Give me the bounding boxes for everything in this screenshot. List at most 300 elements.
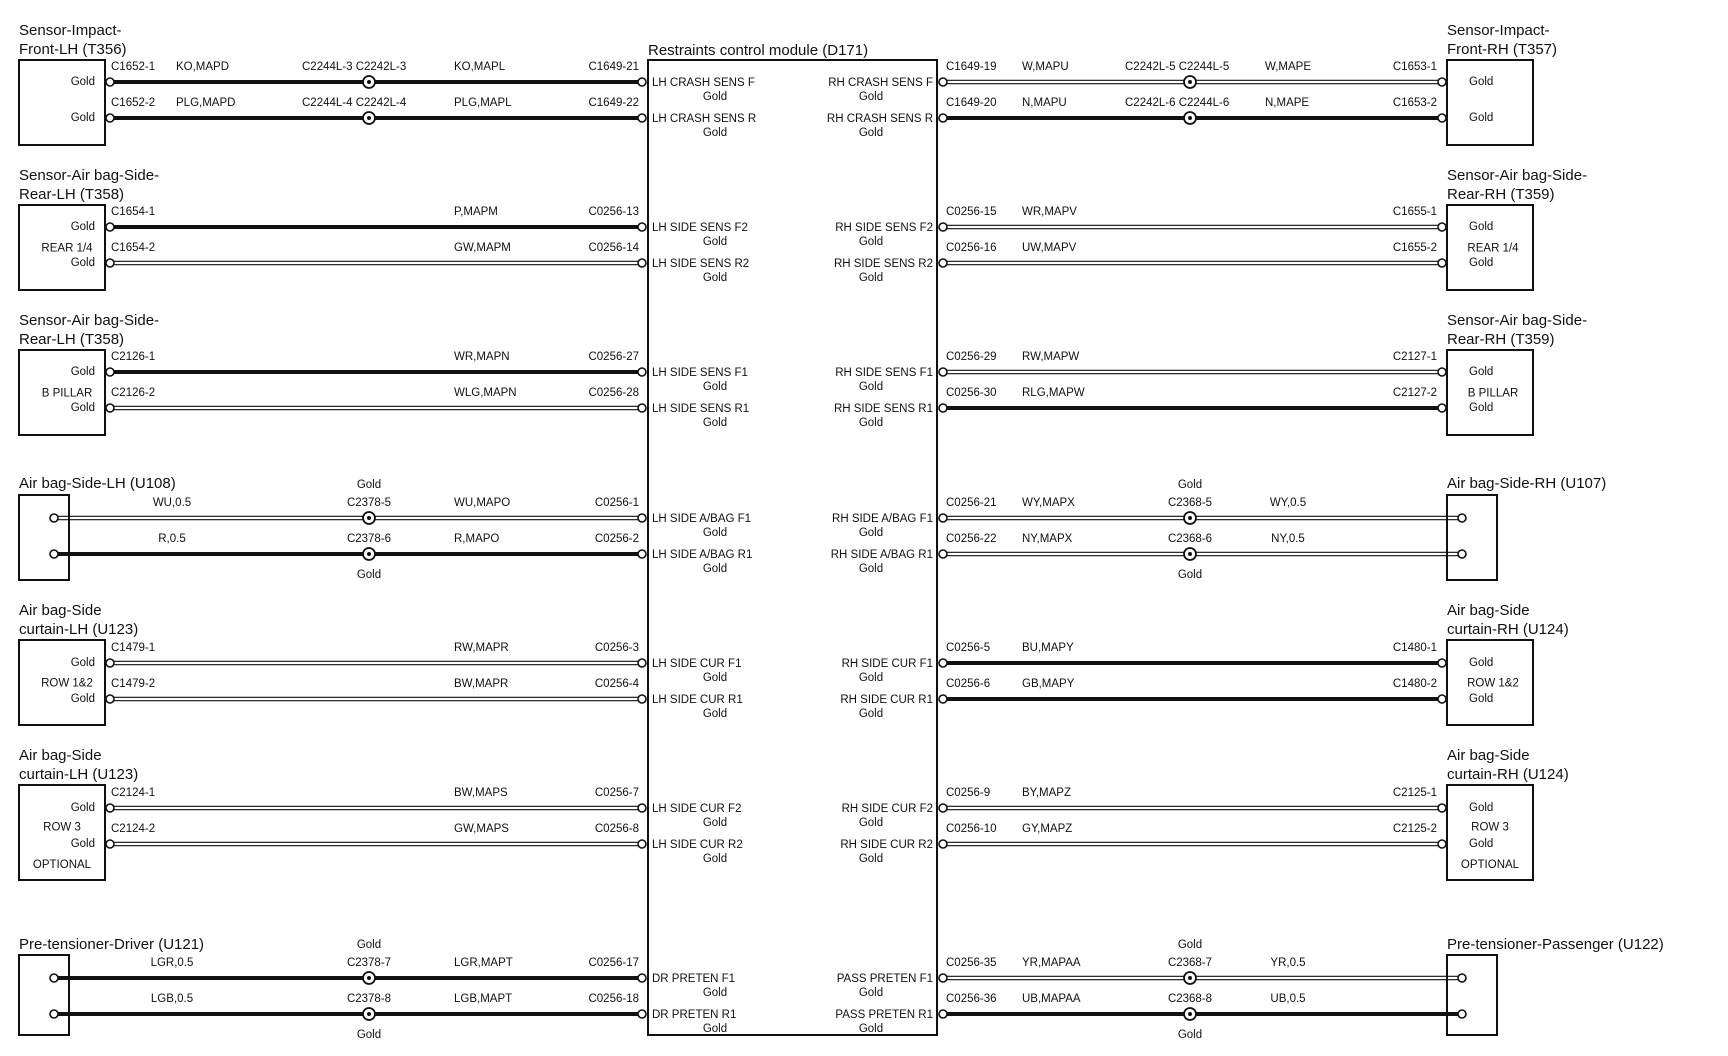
wire-code-left-outer: KO,MAPD	[176, 61, 230, 73]
component-title-right: curtain-RH (U124)	[1447, 621, 1569, 638]
component-title-left: Pre-tensioner-Driver (U121)	[19, 936, 205, 953]
module-connector-right: C0256-9	[946, 787, 991, 799]
terminal-left-component	[50, 550, 58, 558]
inline-connector-label-left: C2378-8	[346, 993, 392, 1005]
inline-connector-right	[1184, 548, 1196, 560]
wire-code-left-outer: LGR,0.5	[150, 957, 194, 969]
wire-code-right: WY,MAPX	[1022, 497, 1075, 509]
terminal-left-component	[106, 804, 114, 812]
terminal-right-module	[939, 368, 947, 376]
module-pin-left: LH CRASH SENS F	[652, 77, 755, 89]
module-connector-right: C0256-16	[946, 242, 997, 254]
module-connector-right: C1649-19	[946, 61, 997, 73]
component-title-left: Rear-LH (T358)	[19, 186, 125, 203]
component-box-right-6	[1447, 955, 1497, 1035]
component-pin-gold-right: Gold	[1469, 76, 1494, 88]
inline-connector-left-pin	[367, 116, 371, 120]
terminal-right-module	[939, 259, 947, 267]
component-title-right: Sensor-Air bag-Side-	[1447, 312, 1588, 329]
component-pin-gold-right: Gold	[1469, 657, 1494, 669]
component-pin-gold-left: Gold	[70, 221, 95, 233]
module-connector-left: C0256-4	[594, 678, 639, 690]
component-pin-left: C1479-1	[111, 642, 156, 654]
inline-gold-left: Gold	[356, 1029, 382, 1041]
terminal-left-component	[106, 404, 114, 412]
module-pin-gold-left: Gold	[702, 272, 728, 284]
component-box-right-0	[1447, 60, 1533, 145]
component-title-right: Front-RH (T357)	[1447, 41, 1558, 58]
inline-connector-label-left: C2378-5	[346, 497, 392, 509]
inline-connector-label-right: C2368-8	[1167, 993, 1213, 1005]
inline-connector-label-left: C2378-6	[346, 533, 392, 545]
wire-code-right-outer: N,MAPE	[1265, 97, 1310, 109]
module-connector-right: C0256-5	[946, 642, 991, 654]
module-pin-right: RH CRASH SENS R	[826, 113, 933, 125]
terminal-left-module	[638, 550, 646, 558]
inline-connector-right-pin	[1188, 116, 1192, 120]
terminal-right-module	[939, 974, 947, 982]
component-title-right: Rear-RH (T359)	[1447, 331, 1555, 348]
component-pin-right: C2125-2	[1392, 823, 1437, 835]
module-pin-right: PASS PRETEN F1	[836, 973, 933, 985]
wire-code-left: LGB,MAPT	[454, 993, 513, 1005]
module-pin-gold-right: Gold	[858, 381, 884, 393]
inline-connector-left	[363, 112, 375, 124]
module-pin-left: LH SIDE CUR R1	[652, 694, 743, 706]
terminal-left-component	[106, 659, 114, 667]
terminal-left-module	[638, 840, 646, 848]
terminal-right-component	[1438, 259, 1446, 267]
module-pin-left: LH SIDE CUR F2	[652, 803, 742, 815]
terminal-left-component	[50, 1010, 58, 1018]
component-title-left: Sensor-Impact-	[19, 22, 122, 39]
inline-connector-right	[1184, 512, 1196, 524]
component-box-left-0	[19, 60, 105, 145]
wire-code-left: WU,MAPO	[454, 497, 511, 509]
component-pin-gold-left: Gold	[70, 802, 95, 814]
module-connector-right: C0256-15	[946, 206, 997, 218]
module-pin-left: LH SIDE SENS R1	[652, 403, 750, 415]
terminal-right-module	[939, 804, 947, 812]
module-pin-gold-left: Gold	[702, 672, 728, 684]
wire-code-right: UW,MAPV	[1022, 242, 1077, 254]
component-title-left: curtain-LH (U123)	[19, 621, 139, 638]
wire-code-right: WR,MAPV	[1022, 206, 1077, 218]
module-connector-left: C0256-14	[588, 242, 639, 254]
terminal-right-component	[1438, 223, 1446, 231]
terminal-right-component	[1438, 695, 1446, 703]
component-pin-right: C1480-1	[1392, 642, 1437, 654]
module-pin-gold-right: Gold	[858, 527, 884, 539]
wire-code-left: GW,MAPM	[454, 242, 511, 254]
component-body-label-left: ROW 1&2	[41, 677, 93, 690]
module-pin-left: LH SIDE A/BAG R1	[652, 549, 753, 561]
terminal-right-module	[939, 223, 947, 231]
component-pin-right: C1480-2	[1392, 678, 1437, 690]
module-pin-gold-right: Gold	[858, 817, 884, 829]
wire-code-right: BU,MAPY	[1022, 642, 1074, 654]
module-pin-gold-left: Gold	[702, 708, 728, 720]
module-connector-left: C0256-13	[588, 206, 639, 218]
inline-connector-right-pin	[1188, 516, 1192, 520]
inline-connector-label-right: C2368-5	[1167, 497, 1213, 509]
component-body-label-right: ROW 1&2	[1467, 677, 1519, 690]
module-pin-gold-right: Gold	[858, 563, 884, 575]
component-body-label-right: REAR 1/4	[1467, 242, 1519, 255]
terminal-left-component	[106, 840, 114, 848]
components-layer	[19, 22, 1664, 1035]
module-pin-right: RH SIDE A/BAG F1	[832, 513, 933, 525]
module-pin-gold-right: Gold	[858, 1023, 884, 1035]
module-pin-right: RH SIDE CUR F2	[841, 803, 933, 815]
component-pin-gold-left: Gold	[70, 693, 95, 705]
inline-connector-label-right: C2242L-6 C2244L-6	[1125, 97, 1230, 109]
module-connector-right: C0256-6	[946, 678, 991, 690]
component-box-left-6	[19, 955, 69, 1035]
inline-connector-label-left: C2244L-3 C2242L-3	[302, 61, 407, 73]
terminal-right-component	[1438, 78, 1446, 86]
module-pin-left: LH SIDE A/BAG F1	[652, 513, 752, 525]
component-pin-gold-right: Gold	[1469, 802, 1494, 814]
terminal-left-component	[50, 974, 58, 982]
inline-gold-left: Gold	[356, 479, 382, 491]
module-pin-left: LH SIDE SENS R2	[652, 258, 750, 270]
wire-code-right: GY,MAPZ	[1022, 823, 1073, 835]
module-pin-gold-left: Gold	[702, 127, 728, 139]
terminal-left-component	[106, 368, 114, 376]
component-title-left: Air bag-Side-LH (U108)	[19, 475, 176, 492]
wire-code-right: RW,MAPW	[1022, 351, 1080, 363]
inline-connector-right-pin	[1188, 1012, 1192, 1016]
module-pin-gold-left: Gold	[702, 987, 728, 999]
module-pin-right: RH SIDE A/BAG R1	[830, 549, 933, 561]
component-pin-gold-right: Gold	[1469, 112, 1494, 124]
wire-code-left-outer: LGB,0.5	[150, 993, 194, 1005]
wire-code-left: LGR,MAPT	[454, 957, 513, 969]
terminal-right-component	[1438, 368, 1446, 376]
module-connector-left: C0256-2	[594, 533, 639, 545]
wire-code-right: W,MAPU	[1022, 61, 1069, 73]
module-pin-gold-right: Gold	[858, 672, 884, 684]
module-pin-gold-left: Gold	[702, 1023, 728, 1035]
wire-code-left-outer: WU,0.5	[152, 497, 192, 509]
module-pin-gold-right: Gold	[858, 853, 884, 865]
inline-connector-right-pin	[1188, 976, 1192, 980]
terminal-left-module	[638, 804, 646, 812]
module-pin-right: RH SIDE SENS R1	[833, 403, 933, 415]
module-pin-gold-left: Gold	[702, 236, 728, 248]
wire-code-right-outer: NY,0.5	[1271, 533, 1305, 545]
module-pin-right: RH SIDE SENS R2	[833, 258, 933, 270]
component-pin-left: C1654-2	[111, 242, 156, 254]
terminal-right-module	[939, 114, 947, 122]
component-pin-gold-right: Gold	[1469, 366, 1494, 378]
module-pin-gold-left: Gold	[702, 417, 728, 429]
module-pin-gold-right: Gold	[858, 708, 884, 720]
inline-connector-label-right: C2368-7	[1167, 957, 1213, 969]
component-pin-left: C2124-2	[111, 823, 156, 835]
wire-code-left-outer: R,0.5	[158, 533, 186, 545]
module-connector-left: C1649-21	[588, 61, 639, 73]
component-pin-gold-left: Gold	[70, 257, 95, 269]
terminal-left-module	[638, 259, 646, 267]
wire-code-right: GB,MAPY	[1022, 678, 1075, 690]
terminal-left-component	[106, 114, 114, 122]
wire-code-left: WLG,MAPN	[454, 387, 517, 399]
terminal-left-module	[638, 659, 646, 667]
component-title-left: Air bag-Side	[19, 747, 102, 764]
module-connector-left: C0256-1	[594, 497, 639, 509]
component-pin-left: C1479-2	[111, 678, 156, 690]
component-pin-left: C1654-1	[111, 206, 156, 218]
module-pin-right: RH SIDE CUR R2	[840, 839, 933, 851]
component-body-label-left: REAR 1/4	[41, 242, 93, 255]
inline-connector-right	[1184, 76, 1196, 88]
component-pin-left: C1652-1	[111, 61, 156, 73]
wire-code-left: BW,MAPR	[454, 678, 509, 690]
module-connector-right: C0256-36	[946, 993, 997, 1005]
inline-connector-left-pin	[367, 516, 371, 520]
component-title-left: Rear-LH (T358)	[19, 331, 125, 348]
module-connector-right: C0256-22	[946, 533, 997, 545]
module-connector-right: C0256-30	[946, 387, 997, 399]
terminal-left-module	[638, 1010, 646, 1018]
component-pin-gold-left: Gold	[70, 838, 95, 850]
terminal-right-component	[1458, 514, 1466, 522]
terminal-right-component	[1438, 659, 1446, 667]
module-pin-left: LH SIDE CUR F1	[652, 658, 742, 670]
inline-connector-right-pin	[1188, 80, 1192, 84]
inline-connector-left	[363, 972, 375, 984]
inline-connector-label-left: C2244L-4 C2242L-4	[302, 97, 407, 109]
module-pin-right: PASS PRETEN R1	[835, 1009, 933, 1021]
inline-connector-left-pin	[367, 552, 371, 556]
terminal-right-module	[939, 840, 947, 848]
terminal-left-component	[106, 695, 114, 703]
module-pin-gold-right: Gold	[858, 127, 884, 139]
component-title-right: Sensor-Air bag-Side-	[1447, 167, 1588, 184]
terminal-right-component	[1438, 804, 1446, 812]
terminal-left-module	[638, 78, 646, 86]
terminal-left-module	[638, 695, 646, 703]
wire-code-right-outer: YR,0.5	[1270, 957, 1306, 969]
wire-code-right: BY,MAPZ	[1022, 787, 1071, 799]
module-pin-left: DR PRETEN F1	[652, 973, 736, 985]
inline-gold-right: Gold	[1177, 1029, 1203, 1041]
component-pin-gold-right: Gold	[1469, 221, 1494, 233]
terminal-left-component	[106, 259, 114, 267]
wire-code-left: R,MAPO	[454, 533, 500, 545]
component-box-left-3	[19, 495, 69, 580]
component-pin-left: C1652-2	[111, 97, 156, 109]
module-pin-left: LH CRASH SENS R	[652, 113, 757, 125]
terminal-right-module	[939, 659, 947, 667]
inline-connector-label-right: C2242L-5 C2244L-5	[1125, 61, 1230, 73]
terminal-right-component	[1438, 404, 1446, 412]
wire-code-left: GW,MAPS	[454, 823, 509, 835]
inline-connector-right-pin	[1188, 552, 1192, 556]
module-layer	[648, 42, 937, 1035]
component-body-label-left-2: OPTIONAL	[32, 859, 92, 871]
component-pin-right: C1653-2	[1392, 97, 1437, 109]
component-title-left: Front-LH (T356)	[19, 41, 127, 58]
terminal-right-module	[939, 514, 947, 522]
terminal-right-component	[1438, 114, 1446, 122]
wire-code-right: N,MAPU	[1022, 97, 1067, 109]
wire-code-right-outer: UB,0.5	[1270, 993, 1306, 1005]
module-pin-left: LH SIDE SENS F1	[652, 367, 748, 379]
component-pin-gold-left: Gold	[70, 402, 95, 414]
module-pin-gold-left: Gold	[702, 817, 728, 829]
wires-layer	[50, 61, 1466, 1041]
module-pin-left: LH SIDE SENS F2	[652, 222, 748, 234]
component-pin-right: C1655-2	[1392, 242, 1437, 254]
component-pin-right: C1653-1	[1392, 61, 1437, 73]
module-pin-gold-right: Gold	[858, 987, 884, 999]
terminal-left-component	[106, 78, 114, 86]
restraints-control-module-box	[648, 60, 937, 1035]
terminal-left-module	[638, 114, 646, 122]
wire-code-left: PLG,MAPL	[454, 97, 512, 109]
component-pin-left: C2124-1	[111, 787, 156, 799]
component-body-label-right-2: OPTIONAL	[1460, 859, 1520, 871]
module-pin-right: RH CRASH SENS F	[828, 77, 933, 89]
component-box-right-3	[1447, 495, 1497, 580]
wire-code-right: YR,MAPAA	[1022, 957, 1081, 969]
terminal-left-component	[106, 223, 114, 231]
terminal-right-component	[1458, 550, 1466, 558]
module-connector-left: C0256-3	[594, 642, 639, 654]
component-pin-gold-left: Gold	[70, 366, 95, 378]
module-connector-right: C0256-10	[946, 823, 997, 835]
component-pin-left: C2126-1	[111, 351, 156, 363]
module-pin-right: RH SIDE SENS F2	[835, 222, 933, 234]
wire-code-right: UB,MAPAA	[1022, 993, 1081, 1005]
inline-gold-left: Gold	[356, 569, 382, 581]
component-title-right: Pre-tensioner-Passenger (U122)	[1447, 936, 1664, 953]
terminal-left-module	[638, 974, 646, 982]
wire-code-left: P,MAPM	[454, 206, 498, 218]
terminal-right-module	[939, 1010, 947, 1018]
module-pin-right: RH SIDE SENS F1	[835, 367, 933, 379]
terminal-left-module	[638, 223, 646, 231]
component-body-label-left: ROW 3	[43, 821, 81, 834]
module-pin-gold-right: Gold	[858, 272, 884, 284]
inline-gold-right: Gold	[1177, 569, 1203, 581]
component-pin-gold-left: Gold	[70, 112, 95, 124]
inline-gold-right: Gold	[1177, 479, 1203, 491]
component-body-label-right: ROW 3	[1471, 821, 1509, 834]
component-title-right: Sensor-Impact-	[1447, 22, 1550, 39]
module-pin-gold-right: Gold	[858, 91, 884, 103]
component-body-label-right: B PILLAR	[1467, 387, 1519, 400]
component-pin-right: C2127-1	[1392, 351, 1437, 363]
terminal-left-module	[638, 514, 646, 522]
module-pin-right: RH SIDE CUR R1	[840, 694, 933, 706]
inline-connector-label-right: C2368-6	[1167, 533, 1213, 545]
terminal-left-component	[50, 514, 58, 522]
inline-connector-left	[363, 512, 375, 524]
component-pin-right: C2127-2	[1392, 387, 1437, 399]
component-title-right: Air bag-Side	[1447, 747, 1530, 764]
component-pin-gold-right: Gold	[1469, 402, 1494, 414]
module-pin-gold-left: Gold	[702, 381, 728, 393]
module-pin-gold-left: Gold	[702, 91, 728, 103]
terminal-right-component	[1458, 1010, 1466, 1018]
wire-code-right: NY,MAPX	[1022, 533, 1073, 545]
component-body-label-left: B PILLAR	[41, 387, 93, 400]
terminal-right-module	[939, 78, 947, 86]
wire-code-left: KO,MAPL	[454, 61, 506, 73]
component-title-right: curtain-RH (U124)	[1447, 766, 1569, 783]
wire-code-left: WR,MAPN	[454, 351, 510, 363]
component-title-left: Air bag-Side	[19, 602, 102, 619]
module-pin-gold-left: Gold	[702, 853, 728, 865]
module-connector-left: C0256-27	[588, 351, 639, 363]
module-connector-left: C1649-22	[588, 97, 639, 109]
terminal-right-module	[939, 695, 947, 703]
inline-connector-right	[1184, 1008, 1196, 1020]
wire-code-right-outer: W,MAPE	[1265, 61, 1312, 73]
component-pin-gold-left: Gold	[70, 76, 95, 88]
module-pin-gold-right: Gold	[858, 236, 884, 248]
component-pin-gold-right: Gold	[1469, 257, 1494, 269]
terminal-right-module	[939, 404, 947, 412]
component-pin-right: C1655-1	[1392, 206, 1437, 218]
module-connector-left: C0256-7	[594, 787, 639, 799]
component-title-right: Rear-RH (T359)	[1447, 186, 1555, 203]
component-title-left: Sensor-Air bag-Side-	[19, 312, 160, 329]
wire-code-left-outer: PLG,MAPD	[176, 97, 236, 109]
component-pin-gold-left: Gold	[70, 657, 95, 669]
wire-code-right: RLG,MAPW	[1022, 387, 1085, 399]
inline-connector-left	[363, 1008, 375, 1020]
module-pin-gold-left: Gold	[702, 527, 728, 539]
module-pin-gold-left: Gold	[702, 563, 728, 575]
module-pin-right: RH SIDE CUR F1	[841, 658, 933, 670]
inline-connector-left-pin	[367, 1012, 371, 1016]
inline-connector-left	[363, 548, 375, 560]
inline-connector-label-left: C2378-7	[346, 957, 392, 969]
component-title-right: Air bag-Side-RH (U107)	[1447, 475, 1607, 492]
component-pin-gold-right: Gold	[1469, 838, 1494, 850]
inline-gold-left: Gold	[356, 939, 382, 951]
component-pin-gold-right: Gold	[1469, 693, 1494, 705]
module-connector-right: C1649-20	[946, 97, 997, 109]
module-connector-right: C0256-21	[946, 497, 997, 509]
inline-connector-left-pin	[367, 976, 371, 980]
component-title-right: Air bag-Side	[1447, 602, 1530, 619]
module-connector-right: C0256-29	[946, 351, 997, 363]
wire-code-left: BW,MAPS	[454, 787, 508, 799]
inline-connector-right	[1184, 972, 1196, 984]
inline-connector-right	[1184, 112, 1196, 124]
module-connector-left: C0256-18	[588, 993, 639, 1005]
wire-code-right-outer: WY,0.5	[1269, 497, 1307, 509]
inline-connector-left-pin	[367, 80, 371, 84]
module-connector-left: C0256-17	[588, 957, 639, 969]
terminal-left-module	[638, 368, 646, 376]
terminal-right-component	[1438, 840, 1446, 848]
component-pin-left: C2126-2	[111, 387, 156, 399]
component-pin-right: C2125-1	[1392, 787, 1437, 799]
wire-code-left: RW,MAPR	[454, 642, 509, 654]
terminal-right-component	[1458, 974, 1466, 982]
module-connector-right: C0256-35	[946, 957, 997, 969]
terminal-right-module	[939, 550, 947, 558]
module-pin-gold-right: Gold	[858, 417, 884, 429]
module-title: Restraints control module (D171)	[648, 42, 869, 59]
